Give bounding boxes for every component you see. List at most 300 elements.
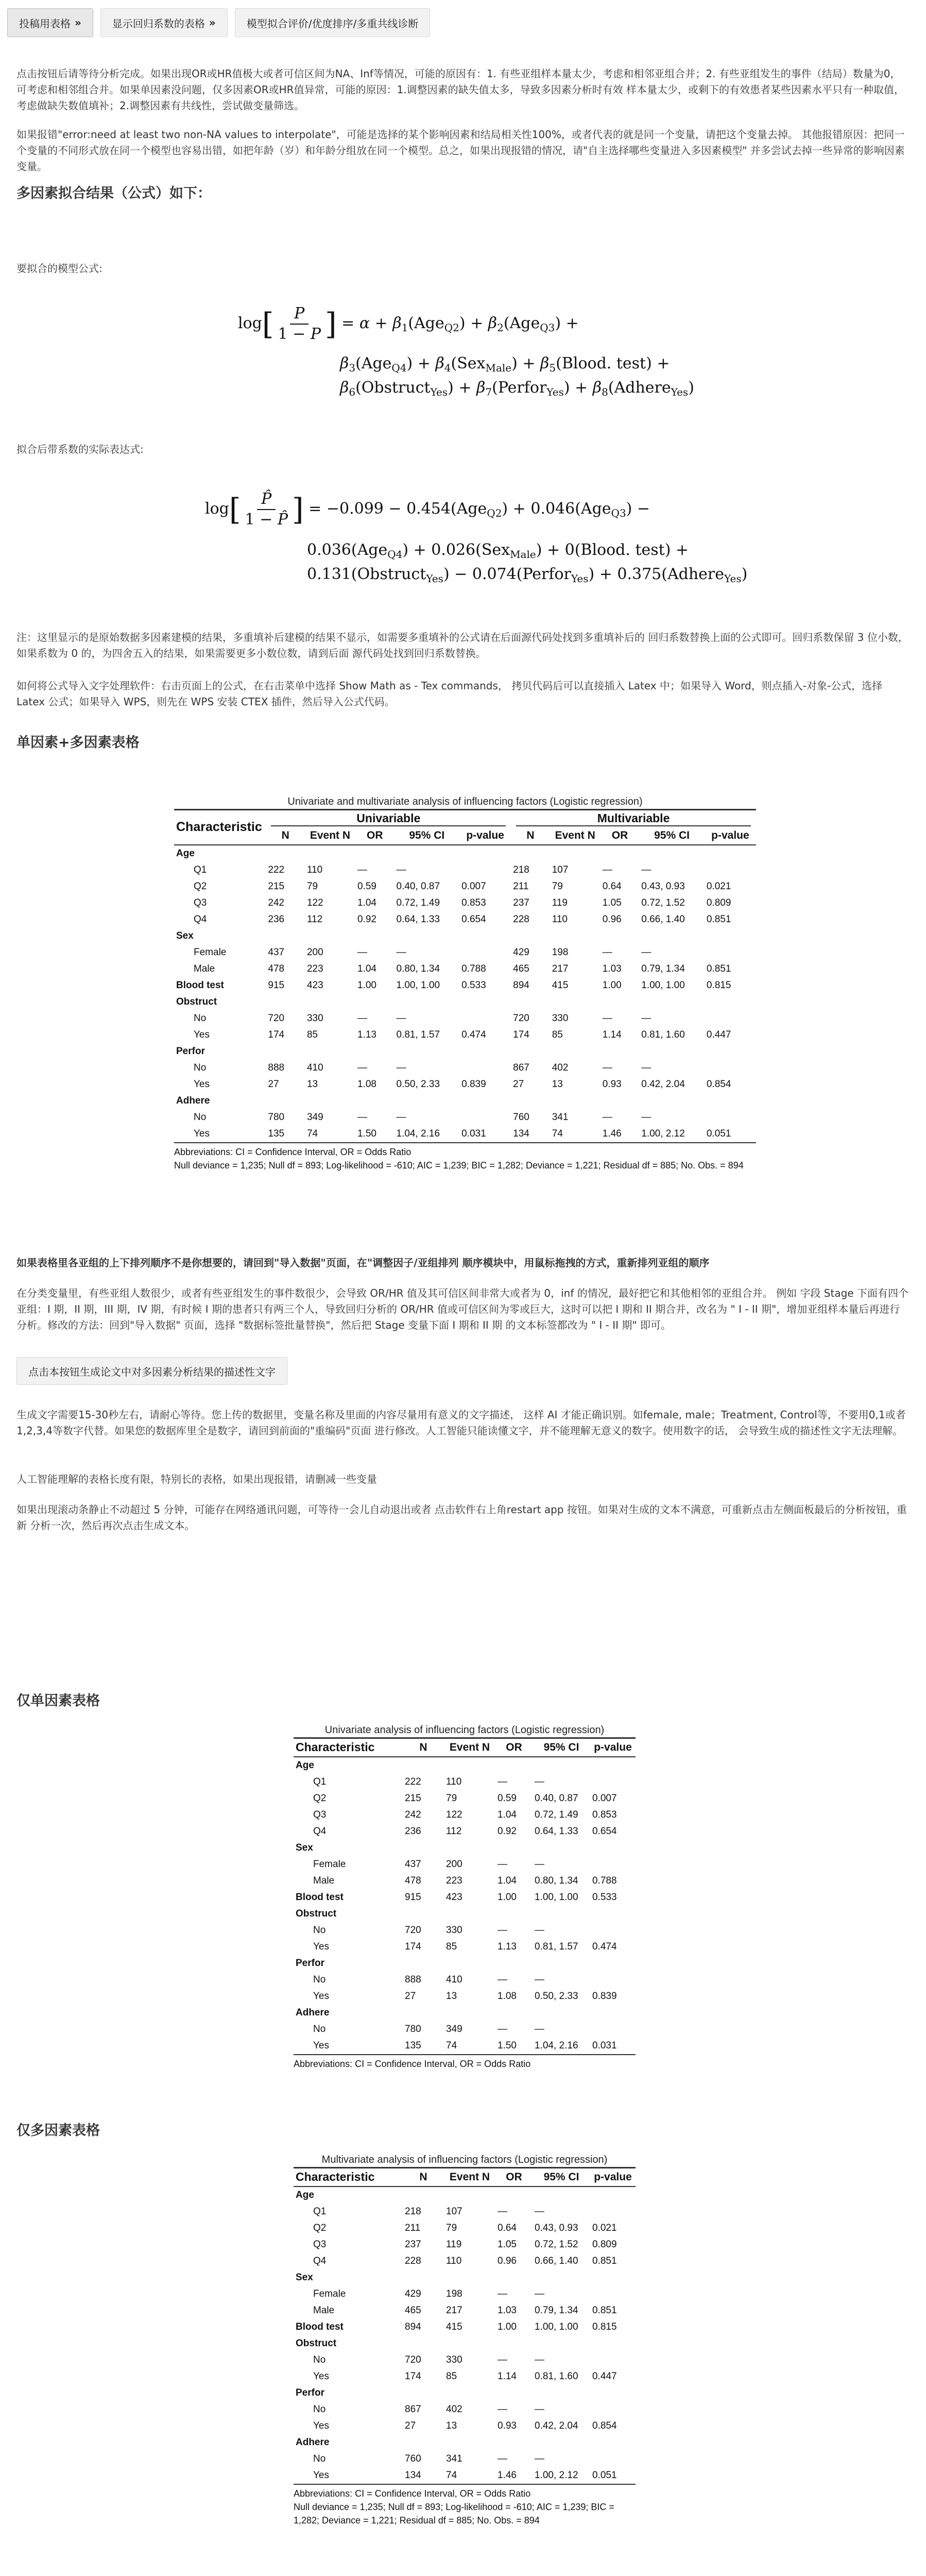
table-cell: 200: [446, 1858, 462, 1870]
level-label: Q3: [313, 1809, 327, 1820]
column-header: OR: [366, 829, 383, 841]
table-cell: [305, 1043, 355, 1060]
table-cell: 330: [552, 1012, 569, 1024]
table-cell: 867: [513, 1062, 529, 1073]
tab-coefficient-tables[interactable]: [100, 8, 228, 37]
ai-length-note: 人工智能理解的表格长度有限，特别长的表格，如果出现报错，请删减一些变量: [16, 1473, 377, 1485]
table-cell: [705, 1043, 756, 1060]
table-cell: 0.815: [592, 2321, 617, 2332]
table-cell: 894: [405, 2321, 421, 2332]
table-cell: [590, 1774, 636, 1790]
table-cell: 1.04, 2.16: [396, 1128, 440, 1139]
table-cell: 107: [446, 2206, 462, 2217]
table-cell: 13: [446, 1990, 457, 2002]
column-header: N: [419, 1741, 427, 1753]
table-cell: [590, 2187, 636, 2204]
table-cell: —: [535, 2206, 544, 2217]
table-cell: 1.08: [357, 1078, 376, 1090]
column-header: p-value: [594, 1741, 632, 1753]
table-cell: —: [396, 946, 406, 958]
table-cell: —: [498, 2206, 507, 2217]
level-label: Female: [313, 2288, 346, 2299]
table-cell: [511, 845, 550, 862]
table-cell: 228: [405, 2255, 421, 2266]
table-row: [294, 1757, 636, 1774]
table-cell: [495, 1840, 533, 1856]
double-chevron-right-icon: »: [75, 16, 81, 29]
table-cell: [305, 845, 355, 862]
table-row: [294, 2385, 636, 2401]
table-cell: 0.64: [602, 880, 622, 892]
table-cell: 402: [446, 2403, 462, 2415]
table-cell: [511, 928, 550, 944]
table-row: [294, 1906, 636, 1922]
spanner-univariable: Univariable: [266, 810, 511, 827]
table-cell: 760: [405, 2453, 421, 2464]
table-cell: 119: [552, 897, 568, 908]
table-cell: [550, 1043, 601, 1060]
table-cell: [533, 2269, 590, 2286]
table-row: [174, 1043, 756, 1060]
table-row: [294, 2253, 636, 2269]
column-header: p-value: [466, 829, 504, 841]
table-row: [174, 944, 756, 961]
table-cell: 217: [552, 963, 569, 974]
table-cell: 112: [306, 913, 323, 925]
table-row: [294, 1790, 636, 1807]
table-cell: 242: [268, 897, 285, 908]
variable-label: Sex: [296, 2272, 313, 2283]
table-cell: 74: [446, 2469, 457, 2481]
table-cell: 27: [513, 1078, 524, 1090]
table-cell: 349: [306, 1111, 323, 1123]
table-row: [174, 895, 756, 911]
variable-label: Perfor: [296, 1957, 324, 1969]
table-cell: 1.04: [498, 1809, 517, 1820]
table-cell: [590, 2005, 636, 2021]
table-cell: [705, 994, 756, 1010]
table-cell: 112: [446, 1825, 462, 1837]
table-row: [174, 994, 756, 1010]
level-label: Q1: [194, 864, 207, 875]
table-cell: [590, 1972, 636, 1988]
table-cell: 915: [405, 1891, 421, 1903]
variable-label: Obstruct: [296, 1908, 337, 1919]
table-cell: 211: [405, 2222, 421, 2233]
table-cell: 429: [513, 946, 529, 958]
table-row: [294, 1807, 636, 1823]
variable-label: Blood test: [296, 2321, 344, 2332]
column-header: N: [419, 2171, 427, 2183]
table-cell: [533, 1955, 590, 1972]
table-cell: 1.13: [498, 1941, 517, 1952]
level-label: No: [194, 1062, 207, 1073]
table-cell: 215: [268, 880, 285, 892]
model-formula-label: 要拟合的模型公式:: [16, 262, 102, 275]
tab-model-evaluation[interactable]: [235, 8, 430, 37]
table-cell: —: [535, 2453, 544, 2464]
level-label: Female: [313, 1858, 346, 1870]
level-label: No: [194, 1111, 207, 1123]
table-cell: 0.72, 1.52: [535, 2239, 578, 2250]
level-label: Yes: [194, 1029, 210, 1040]
table-cell: 437: [268, 946, 285, 958]
table-cell: 79: [306, 880, 318, 892]
table-cell: 122: [446, 1809, 462, 1820]
table-row: [174, 928, 756, 944]
table-cell: 1.00, 1.00: [535, 1891, 578, 1903]
table-cell: 110: [306, 864, 323, 875]
variable-label: Obstruct: [296, 2337, 337, 2349]
table-cell: 0.051: [592, 2469, 617, 2481]
table-cell: 0.788: [461, 963, 486, 974]
table-cell: [705, 1109, 756, 1126]
table-cell: 1.04, 2.16: [535, 2040, 578, 2051]
table-cell: —: [641, 864, 651, 875]
multivariate-table-heading: 仅多因素表格: [16, 2123, 100, 2139]
table-row: [294, 1939, 636, 1955]
table-cell: 1.14: [602, 1029, 622, 1040]
table-cell: 1.03: [602, 963, 622, 974]
table-cell: [705, 845, 756, 862]
table-cell: [550, 928, 601, 944]
table-cell: —: [396, 864, 406, 875]
table-cell: 1.04: [498, 1875, 517, 1886]
table-cell: [601, 928, 640, 944]
table-cell: [444, 2335, 495, 2352]
table-cell: 217: [446, 2304, 462, 2316]
table-cell: [495, 1955, 533, 1972]
table-cell: [266, 1043, 305, 1060]
table-cell: —: [535, 1858, 544, 1870]
table-cell: [495, 2269, 533, 2286]
level-label: No: [313, 2453, 326, 2464]
table-cell: [355, 1043, 395, 1060]
table-cell: 0.79, 1.34: [641, 963, 685, 974]
table-row: [294, 2401, 636, 2418]
table-caption: Univariate analysis of influencing factors (Logistic regression): [324, 1724, 605, 1736]
table-cell: [590, 2286, 636, 2302]
level-label: Q1: [313, 2206, 327, 2217]
table-cell: 0.66, 1.40: [641, 913, 685, 925]
column-header: Event N: [555, 829, 595, 841]
table-row: [294, 1856, 636, 1873]
table-row: [174, 1010, 756, 1027]
table-row: [174, 1093, 756, 1109]
table-cell: [355, 994, 395, 1010]
table-cell: [511, 994, 550, 1010]
table-cell: [590, 2021, 636, 2038]
table-cell: 780: [268, 1111, 285, 1123]
table-cell: [639, 845, 705, 862]
table-cell: 415: [552, 979, 569, 991]
table-cell: [444, 1757, 495, 1774]
column-header: N: [281, 829, 289, 841]
table-cell: —: [535, 2288, 544, 2299]
table-cell: 0.853: [461, 897, 486, 908]
table-cell: 0.021: [706, 880, 731, 892]
table-cell: 410: [446, 1974, 462, 1985]
level-label: Female: [194, 946, 227, 958]
table-cell: 423: [446, 1891, 462, 1903]
level-label: Q1: [313, 1776, 327, 1787]
table-cell: 0.447: [706, 1029, 731, 1040]
table-cell: [395, 1093, 460, 1109]
table-cell: 200: [306, 946, 323, 958]
table-cell: 0.96: [498, 2255, 517, 2266]
table-cell: 0.851: [706, 963, 731, 974]
table-cell: —: [641, 1012, 651, 1024]
table-cell: 0.788: [592, 1875, 617, 1886]
table-cell: 330: [446, 2354, 462, 2365]
table-cell: [395, 845, 460, 862]
table-cell: 27: [405, 1990, 416, 2002]
table-cell: 0.92: [357, 913, 376, 925]
table-cell: [590, 2434, 636, 2451]
column-header: 95% CI: [543, 1741, 579, 1753]
table-cell: 0.533: [592, 1891, 617, 1903]
table-cell: 0.81, 1.57: [535, 1941, 578, 1952]
table-cell: [533, 1840, 590, 1856]
table-cell: 198: [446, 2288, 462, 2299]
table-cell: 0.447: [592, 2370, 617, 2382]
table-cell: 0.43, 0.93: [641, 880, 685, 892]
table-cell: [601, 845, 640, 862]
table-cell: 0.64: [498, 2222, 517, 2233]
combined-table: [174, 794, 756, 1172]
table-cell: 135: [268, 1128, 285, 1139]
variable-label: Adhere: [296, 2007, 330, 2018]
table-cell: 0.59: [357, 880, 376, 892]
table-cell: 0.50, 2.33: [396, 1078, 440, 1090]
table-cell: [444, 1955, 495, 1972]
table-cell: —: [535, 1974, 544, 1985]
model-stats-footnote: Null deviance = 1,235; Null df = 893; Log-likelihood = -610; AIC = 1,239; BIC = 1,282; Deviance = 1,221; Residual df = 885; No. Obs. = 894: [174, 1160, 744, 1171]
table-row: [294, 1972, 636, 1988]
table-row: [174, 845, 756, 862]
variable-label: Adhere: [296, 2436, 330, 2448]
table-cell: [403, 2335, 444, 2352]
table-cell: —: [602, 946, 612, 958]
table-cell: 85: [446, 1941, 457, 1952]
variable-label: Perfor: [296, 2387, 324, 2398]
level-label: No: [313, 2403, 326, 2415]
table-cell: [355, 928, 395, 944]
level-label: Yes: [313, 2469, 329, 2481]
table-cell: 79: [446, 2222, 457, 2233]
table-row: [294, 1922, 636, 1939]
table-cell: —: [498, 2023, 507, 2035]
table-cell: 1.50: [357, 1128, 376, 1139]
table-cell: 0.854: [706, 1078, 731, 1090]
table-cell: 0.839: [592, 1990, 617, 2002]
formula-heading: 多因素拟合结果（公式）如下：: [16, 185, 211, 201]
table-cell: 74: [552, 1128, 563, 1139]
table-cell: [550, 1093, 601, 1109]
table-row: [294, 2005, 636, 2021]
table-cell: [705, 1060, 756, 1076]
table-cell: 0.42, 2.04: [535, 2420, 578, 2431]
table-cell: [533, 2385, 590, 2401]
table-cell: 218: [405, 2206, 421, 2217]
table-cell: [403, 1955, 444, 1972]
tab-publication-tables[interactable]: [7, 8, 93, 37]
column-header: p-value: [594, 2171, 632, 2183]
table-cell: 0.66, 1.40: [535, 2255, 578, 2266]
table-cell: —: [602, 864, 612, 875]
level-label: Male: [194, 963, 215, 974]
table-cell: 223: [306, 963, 323, 974]
table-cell: [639, 928, 705, 944]
table-cell: 780: [405, 2023, 421, 2035]
table-cell: 894: [513, 979, 529, 991]
table-row: [294, 2236, 636, 2253]
table-cell: 0.851: [592, 2255, 617, 2266]
table-cell: 1.05: [498, 2239, 517, 2250]
table-cell: 134: [405, 2469, 421, 2481]
table-cell: [590, 2451, 636, 2467]
table-cell: 1.00, 1.00: [641, 979, 685, 991]
univariate-table-heading: 仅单因素表格: [16, 1693, 100, 1709]
table-cell: 0.853: [592, 1809, 617, 1820]
table-cell: 174: [405, 1941, 421, 1952]
table-footnote: Abbreviations: CI = Confidence Interval, OR = Odds Ratio: [174, 1146, 411, 1157]
column-header: N: [526, 829, 535, 841]
table-cell: [444, 1840, 495, 1856]
variable-label: Sex: [296, 1842, 313, 1853]
table-cell: [459, 944, 511, 961]
table-cell: 0.72, 1.52: [641, 897, 685, 908]
table-cell: 0.81, 1.57: [396, 1029, 440, 1040]
table-cell: 27: [268, 1078, 279, 1090]
table-cell: 478: [268, 963, 285, 974]
table-cell: 0.92: [498, 1825, 517, 1837]
univariate-table: [294, 1723, 636, 2071]
table-cell: [590, 1955, 636, 1972]
table-row: [294, 2187, 636, 2204]
table-cell: 0.851: [706, 913, 731, 925]
level-label: Q4: [313, 2255, 327, 2266]
table-row: [174, 1126, 756, 1143]
table-cell: [403, 1840, 444, 1856]
table-cell: [495, 2434, 533, 2451]
table-cell: [355, 845, 395, 862]
table-row: [294, 2451, 636, 2467]
table-cell: —: [498, 2403, 507, 2415]
tab-bar: [7, 8, 430, 37]
table-row: [294, 2220, 636, 2236]
table-cell: 888: [405, 1974, 421, 1985]
table-row: [294, 2319, 636, 2335]
double-chevron-right-icon: »: [209, 16, 216, 29]
table-cell: [459, 1109, 511, 1126]
table-cell: [266, 994, 305, 1010]
table-cell: 0.59: [498, 1792, 517, 1804]
table-row: [294, 1889, 636, 1906]
column-header: Characteristic: [174, 810, 266, 845]
table-cell: [639, 1043, 705, 1060]
table-cell: 0.50, 2.33: [535, 1990, 578, 2002]
formula-note: 注：这里显示的是原始数据多因素建模的结果，多重填补后建模的结果不显示，如需要多重填补的公式请在后面源代码处找到多重填补后的 回归系数替换上面的公式即可。回归系数保留 3 位小数，如果系数为 0 的，为四舍五入的结果，如果需要更多小数位数，请到后面 源代码处找到回归系数替换。: [16, 631, 908, 659]
level-label: No: [313, 1974, 326, 1985]
table-row: [174, 1060, 756, 1076]
table-cell: 410: [306, 1062, 323, 1073]
table-row: [174, 1076, 756, 1093]
table-row: [294, 2467, 636, 2484]
table-cell: 1.03: [498, 2304, 517, 2316]
table-cell: —: [535, 2403, 544, 2415]
table-cell: 0.42, 2.04: [641, 1078, 685, 1090]
table-cell: 1.14: [498, 2370, 517, 2382]
level-label: No: [313, 1924, 326, 1936]
table-cell: —: [498, 1974, 507, 1985]
table-cell: —: [396, 1062, 406, 1073]
table-cell: 429: [405, 2288, 421, 2299]
level-label: No: [313, 2354, 326, 2365]
table-cell: —: [498, 2453, 507, 2464]
table-cell: 1.04: [357, 963, 376, 974]
table-cell: [266, 928, 305, 944]
table-cell: 415: [446, 2321, 462, 2332]
table-cell: [403, 2269, 444, 2286]
table-cell: —: [602, 1111, 612, 1123]
table-cell: [395, 994, 460, 1010]
column-header: Event N: [449, 2171, 490, 2183]
table-cell: 720: [405, 1924, 421, 1936]
table-cell: [533, 2187, 590, 2204]
intro-paragraph-1: 点击按钮后请等待分析完成。如果出现OR或HR值极大或者可信区间为NA、Inf等情况，可能的原因有：1. 有些亚组样本量太少，考虑和相邻亚组合并；2. 有些亚组发生的事件（结局）数量为0，可考虑和相邻组合并。如果单因素没问题，仅多因素OR或HR值异常，可能的原因：1.调整因素的缺失值太多，导致多因素分析时有效 样本量太少，或剩下的有效患者某些因素水平只有一种取值，考虑做缺失数值填补；2.调整因素有共线性，尝试做变量筛选。: [16, 67, 905, 112]
table-cell: 0.854: [592, 2420, 617, 2431]
table-row: [174, 1109, 756, 1126]
table-cell: [459, 1010, 511, 1027]
table-cell: 237: [513, 897, 529, 908]
table-cell: —: [602, 1062, 612, 1073]
table-cell: [403, 2187, 444, 2204]
tab-label: 显示回归系数的表格: [112, 17, 205, 30]
table-cell: [533, 1906, 590, 1922]
table-cell: 0.031: [461, 1128, 486, 1139]
table-row: [294, 2286, 636, 2302]
table-cell: [705, 928, 756, 944]
table-cell: [495, 1906, 533, 1922]
table-cell: 720: [268, 1012, 285, 1024]
ai-restart-note: 如果出现滚动条静止不动超过 5 分钟，可能存在网络通讯问题，可等待一会儿自动退出或者 点击软件右上角restart app 按钮。如果对生成的文本不满意，可重新点击左侧面板最后的分析按钮，重新 分析一次，然后再次点击生成文本。: [16, 1503, 907, 1532]
table-cell: 0.533: [461, 979, 486, 991]
table-cell: 0.031: [592, 2040, 617, 2051]
table-cell: 110: [446, 1776, 462, 1787]
table-cell: 223: [446, 1875, 462, 1886]
level-label: Yes: [313, 1941, 329, 1952]
table-cell: —: [641, 1062, 651, 1073]
table-cell: —: [641, 1111, 651, 1123]
table-cell: 134: [513, 1128, 529, 1139]
table-cell: 85: [306, 1029, 318, 1040]
actual-formula-label: 拟合后带系数的实际表达式:: [16, 443, 144, 455]
table-cell: [403, 2005, 444, 2021]
table-cell: 174: [513, 1029, 529, 1040]
variable-label: Adhere: [176, 1095, 210, 1106]
table-cell: 119: [446, 2239, 462, 2250]
generate-description-button[interactable]: 点击本按钮生成论文中对多因素分析结果的描述性文字: [16, 1357, 287, 1385]
table-row: [294, 2204, 636, 2220]
table-row: [174, 977, 756, 994]
table-cell: —: [498, 2354, 507, 2365]
table-cell: [355, 1093, 395, 1109]
level-label: Q3: [313, 2239, 327, 2250]
table-cell: 1.00: [357, 979, 376, 991]
table-cell: [590, 1906, 636, 1922]
table-cell: 0.72, 1.49: [535, 1809, 578, 1820]
